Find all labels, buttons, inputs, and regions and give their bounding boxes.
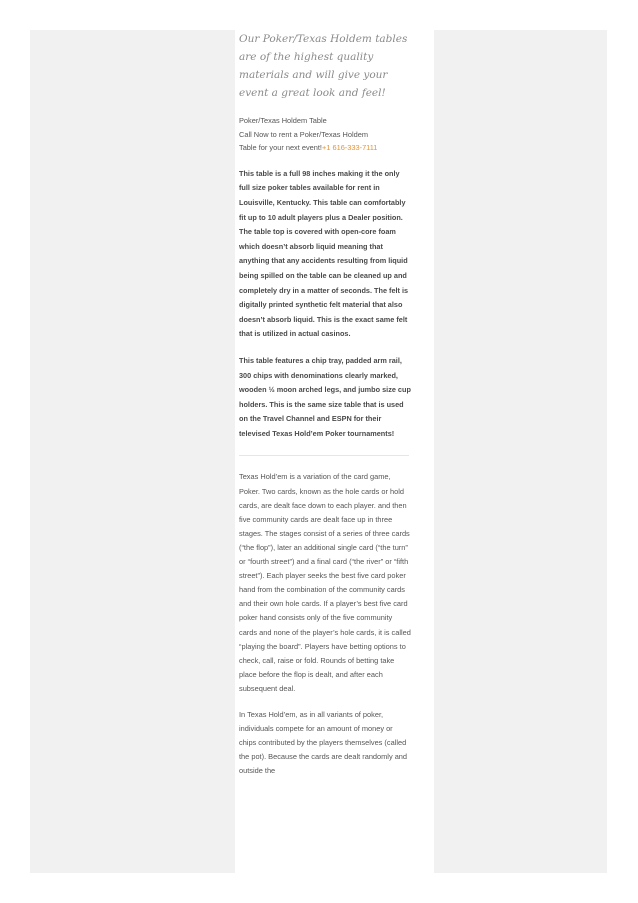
page-background	[30, 30, 607, 873]
product-title: Poker/Texas Holdem Table	[239, 116, 327, 125]
content-column	[235, 30, 434, 873]
table-description: This table is a full 98 inches making it the only full size poker tables available for rent in Louisville, Kentucky. This table can comfortably fit up to 10 adult players plus a Dealer position. The table top is covered with open-core foam which doesn’t absorb liquid meaning that anything that any accidents resulting from liquid being spilled on the table can be cleaned up and completely dry in a matter of seconds. The felt is digitally printed synthetic felt material that also doesn’t absorb liquid. This is the exact same felt that is utilized in actual casinos.	[239, 168, 409, 339]
call-line-2	[239, 141, 411, 155]
holdem-description-2: In Texas Hold’em, as in all variants of poker, individuals compete for an amount of money or chips contributed by the players themselves (called the pot). Because the cards are dealt randomly and outside the	[239, 709, 408, 776]
call-line-2-text: Table for your next event!	[239, 143, 322, 153]
call-line-1: Call Now to rent a Poker/Texas Holdem	[239, 129, 368, 139]
phone-link[interactable]: +1 616-333-7111	[322, 143, 378, 153]
content-inner	[235, 30, 411, 778]
table-features: This table features a chip tray, padded arm rail, 300 chips with denominations clearly marked, wooden ½ moon arched legs, and jumbo size cup holders. This is the same size table that is used on the Travel Channel and ESPN for their televised Texas Hold’em Poker tournaments!	[239, 355, 411, 438]
divider	[239, 455, 409, 456]
holdem-description: Texas Hold’em is a variation of the card game, Poker. Two cards, known as the hole cards or hold cards, are dealt face down to each player. and then five community cards are dealt face up in three stages. The stages consist of a series of three cards (“the flop”), later an additional single card (“the turn” or “fourth street”) and a final card (“the river” or “fifth street”). Each player seeks the best five card poker hand from the combination of the community cards and their own hole cards. If a player’s best five card poker hand consists only of the five community cards and none of the player’s hole cards, it is called “playing the board”. Players have betting options to check, call, raise or fold. Rounds of betting take place before the flop is dealt, and after each subsequent deal.	[239, 472, 411, 693]
product-info	[239, 114, 411, 155]
intro-text: Our Poker/Texas Holdem tables are of the highest quality materials and will give your event a great look and feel!	[239, 33, 408, 99]
